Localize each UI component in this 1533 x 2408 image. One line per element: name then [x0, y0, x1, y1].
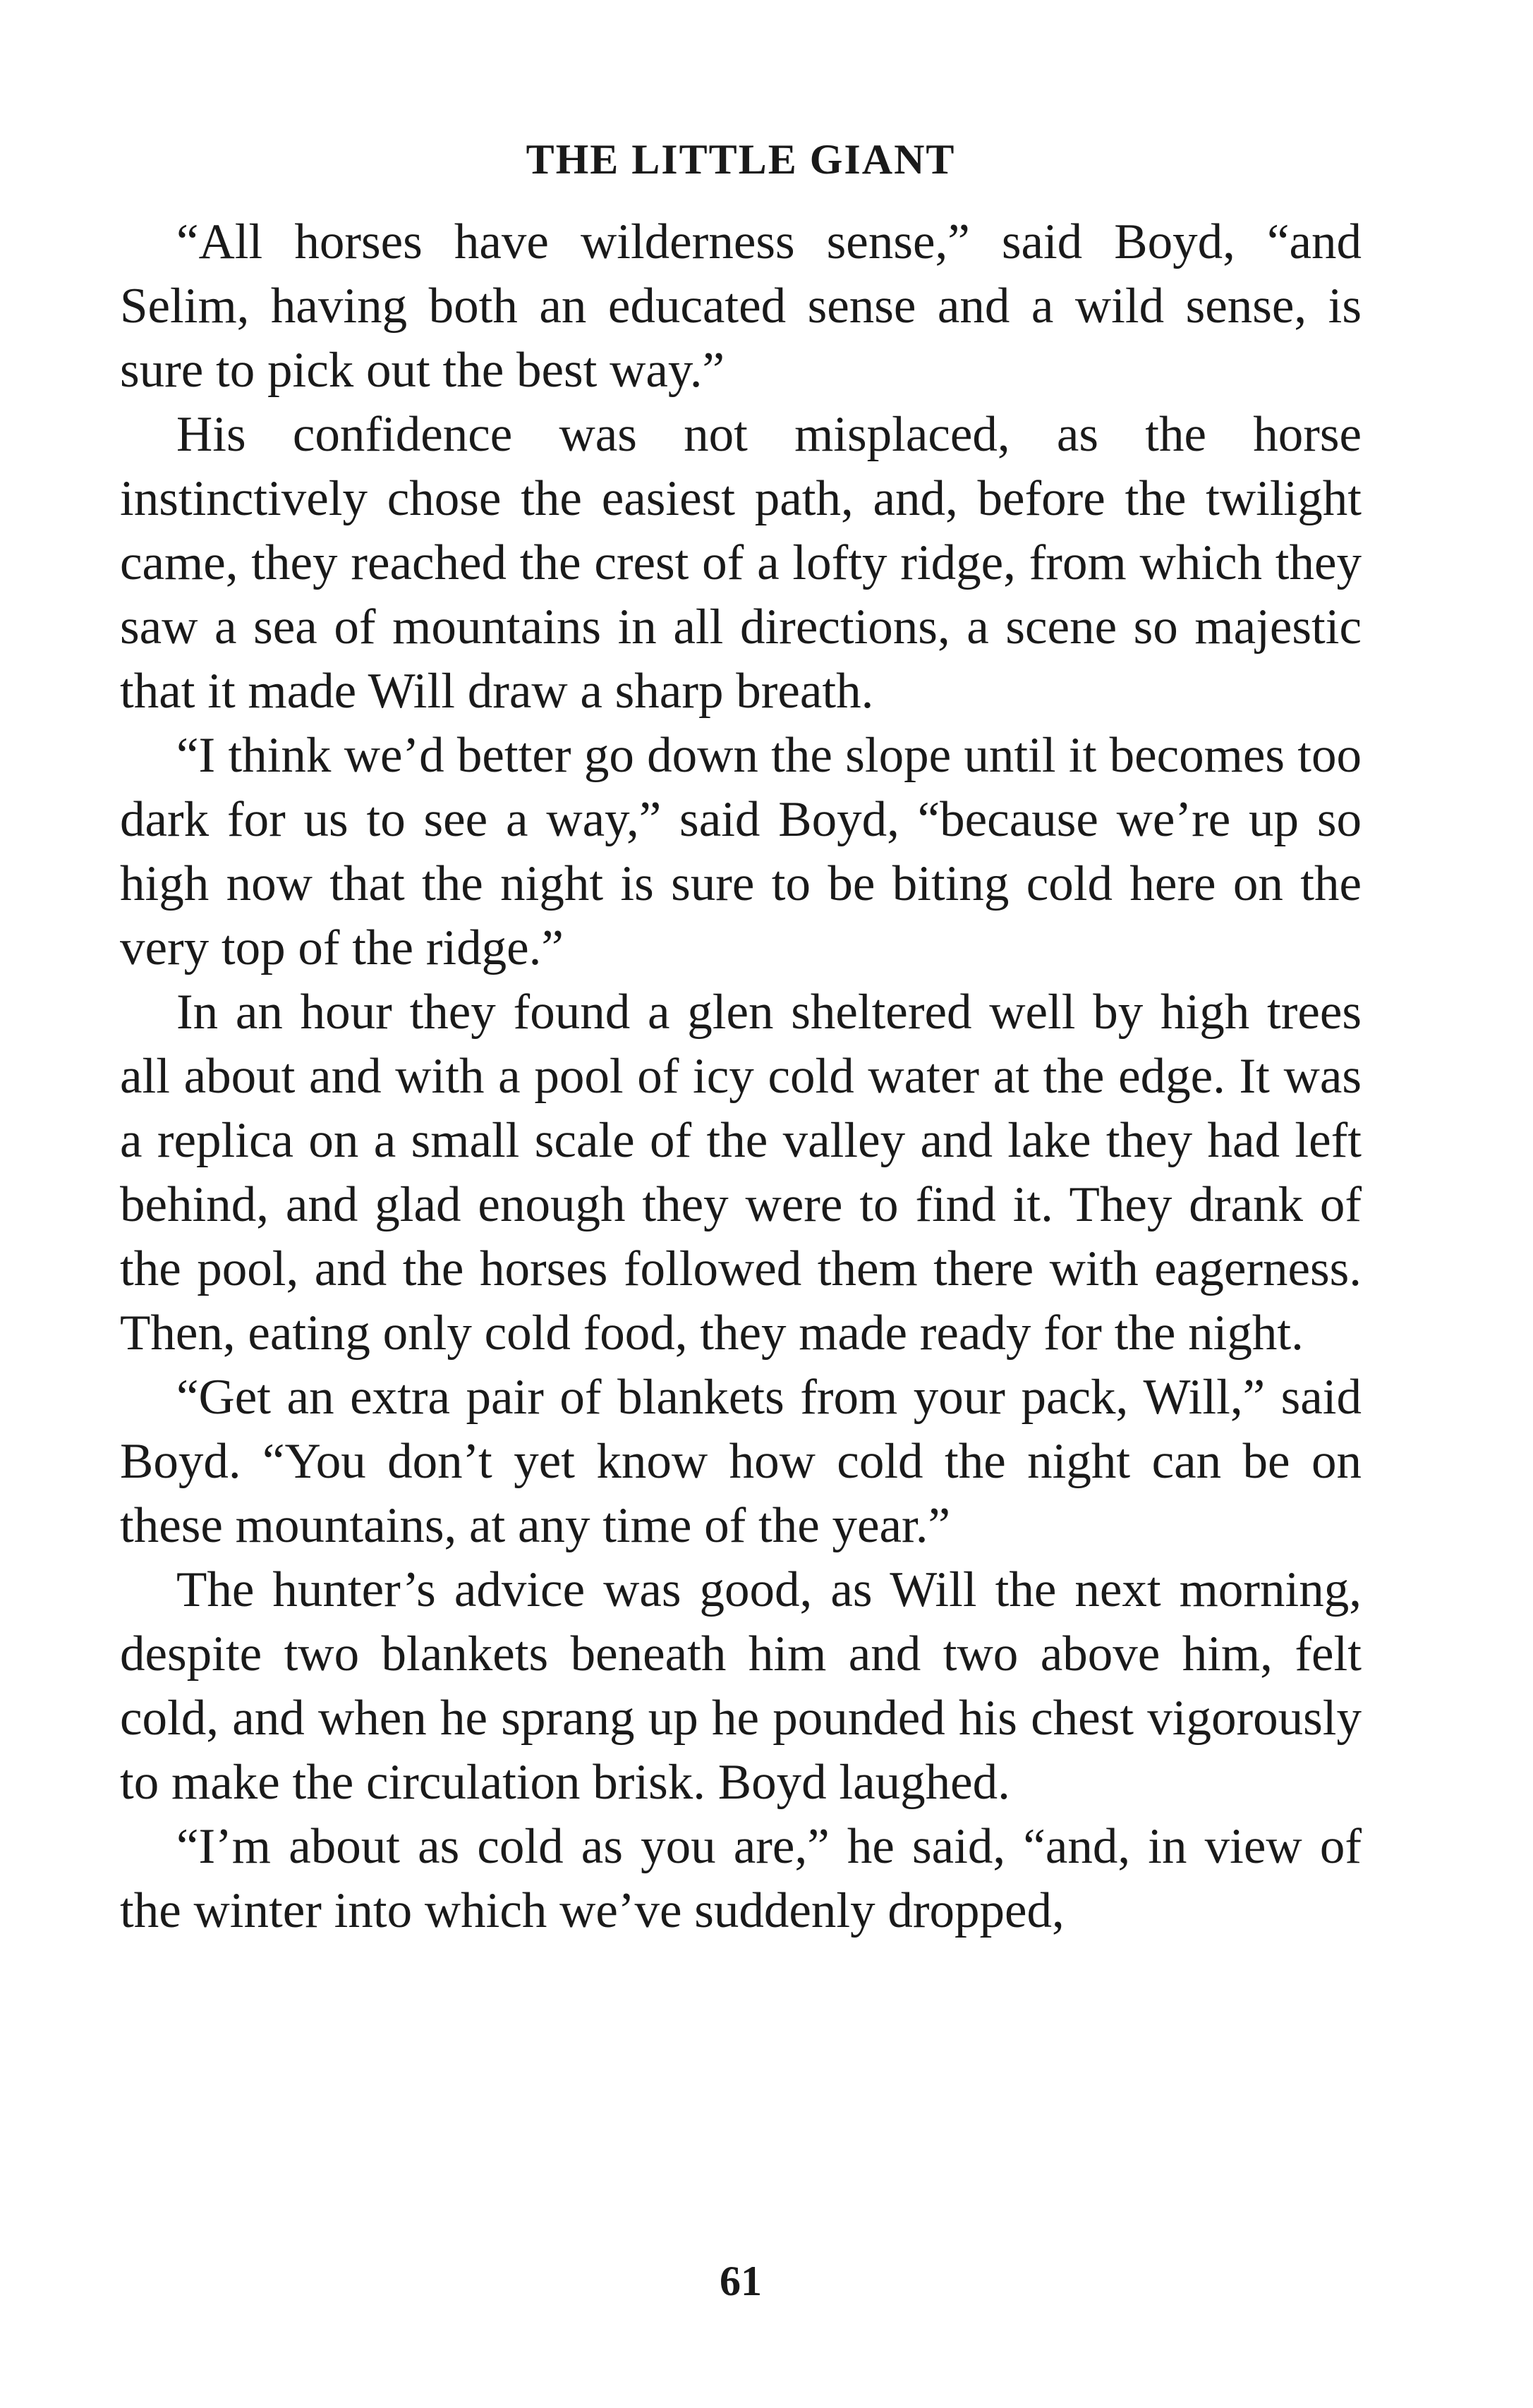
paragraph-2: His confidence was not misplaced, as the horse instinctively chose the easiest path, and, before the twilight came, they reached the crest of a lofty ridge, from which they saw a sea of mountains in all directions, a scene so majestic that it made Will draw a sharp breath. — [120, 407, 1362, 719]
book-page — [120, 106, 1362, 2328]
body-text — [120, 210, 1362, 1943]
paragraph-3: “I think we’d better go down the slope until it becomes too dark for us to see a way,” said Boyd, “because we’re up so high now that the night is sure to be biting cold here on the very top of the ridge.” — [120, 728, 1362, 975]
paragraph-1: “All horses have wilderness sense,” said Boyd, “and Selim, having both an educated sense and a wild sense, is sure to pick out the best way.” — [120, 214, 1362, 398]
paragraph-5: “Get an extra pair of blankets from your pack, Will,” said Boyd. “You don’t yet know how cold the night can be on these mountains, at any time of the year.” — [120, 1370, 1362, 1553]
paragraph-4: In an hour they found a glen sheltered well by high trees all about and with a pool of icy cold water at the edge. It was a replica on a small scale of the valley and lake they had left behind, and glad enough they were to find it. They drank of the pool, and the horses followed them there with eagerness. Then, eating only cold food, they made ready for the night. — [120, 985, 1362, 1361]
page-number: 61 — [720, 2258, 762, 2304]
running-head: THE LITTLE GIANT — [526, 136, 956, 183]
paragraph-6: The hunter’s advice was good, as Will the next morning, despite two blankets beneath him and two above him, felt cold, and when he sprang up he pounded his chest vigorously to make the circulation brisk. Boyd laughed. — [120, 1562, 1362, 1810]
paragraph-7: “I’m about as cold as you are,” he said, “and, in view of the winter into which we’ve suddenly dropped, — [120, 1819, 1362, 1938]
